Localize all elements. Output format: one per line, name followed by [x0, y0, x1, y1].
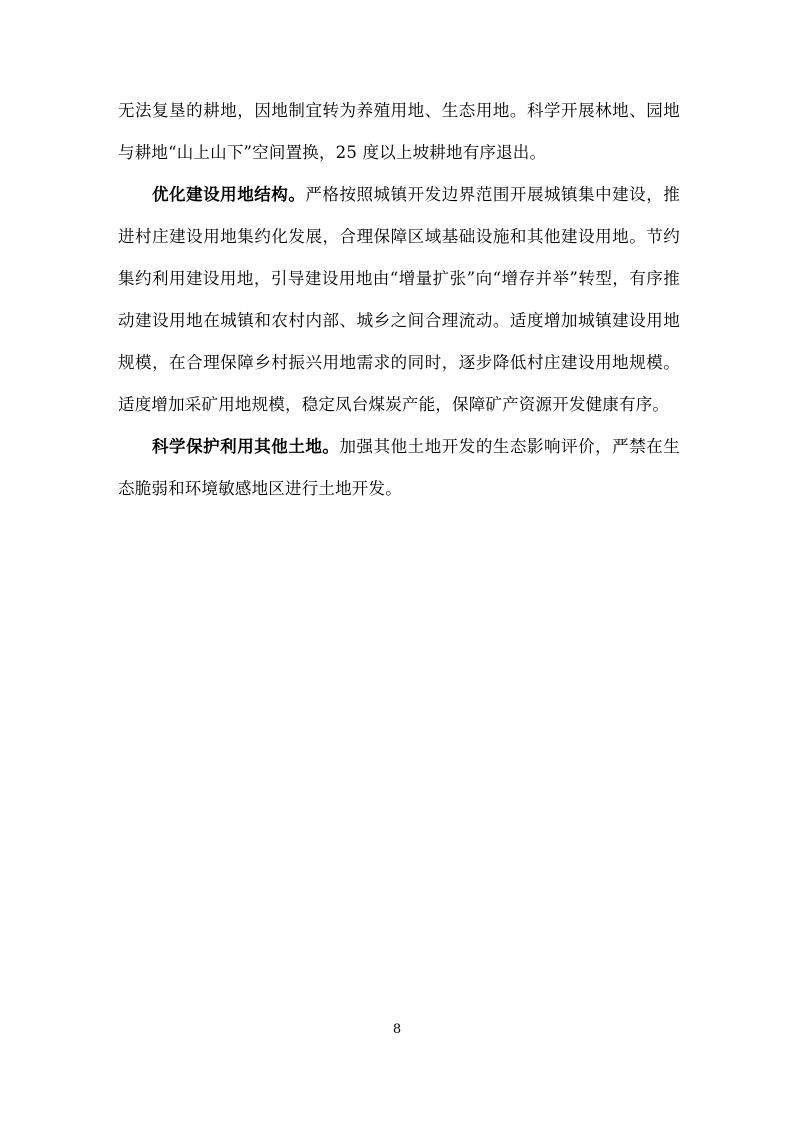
paragraph-2-text: 严格按照城镇开发边界范围开展城镇集中建设，推进村庄建设用地集约化发展，合理保障区域基础设施和其他建设用地。节约集约利用建设用地，引导建设用地由“增量扩张”向“增存并举”转型，有序推动建设用地在城镇和农村内部、城乡之间合理流动。适度增加城镇建设用地规模，在合理保障乡村振兴用地需求的同时，逐步降低村庄建设用地规模。适度增加采矿用地规模，稳定凤台煤炭产能，保障矿产资源开发健康有序。 [118, 185, 680, 414]
paragraph-3-lead: 科学保护利用其他土地。 [152, 437, 340, 456]
page-body [118, 90, 680, 510]
paragraph-2-lead: 优化建设用地结构。 [152, 185, 306, 204]
page-number: 8 [392, 1022, 402, 1037]
paragraph-1 [118, 90, 680, 174]
paragraph-3-text: 加强其他土地开发的生态影响评价，严禁在生态脆弱和环境敏感地区进行土地开发。 [118, 437, 681, 498]
paragraph-2 [118, 174, 680, 426]
paragraph-3 [118, 426, 680, 510]
paragraph-1-text: 无法复垦的耕地，因地制宜转为养殖用地、生态用地。科学开展林地、园地与耕地“山上山下”空间置换，25 度以上坡耕地有序退出。 [118, 101, 680, 162]
